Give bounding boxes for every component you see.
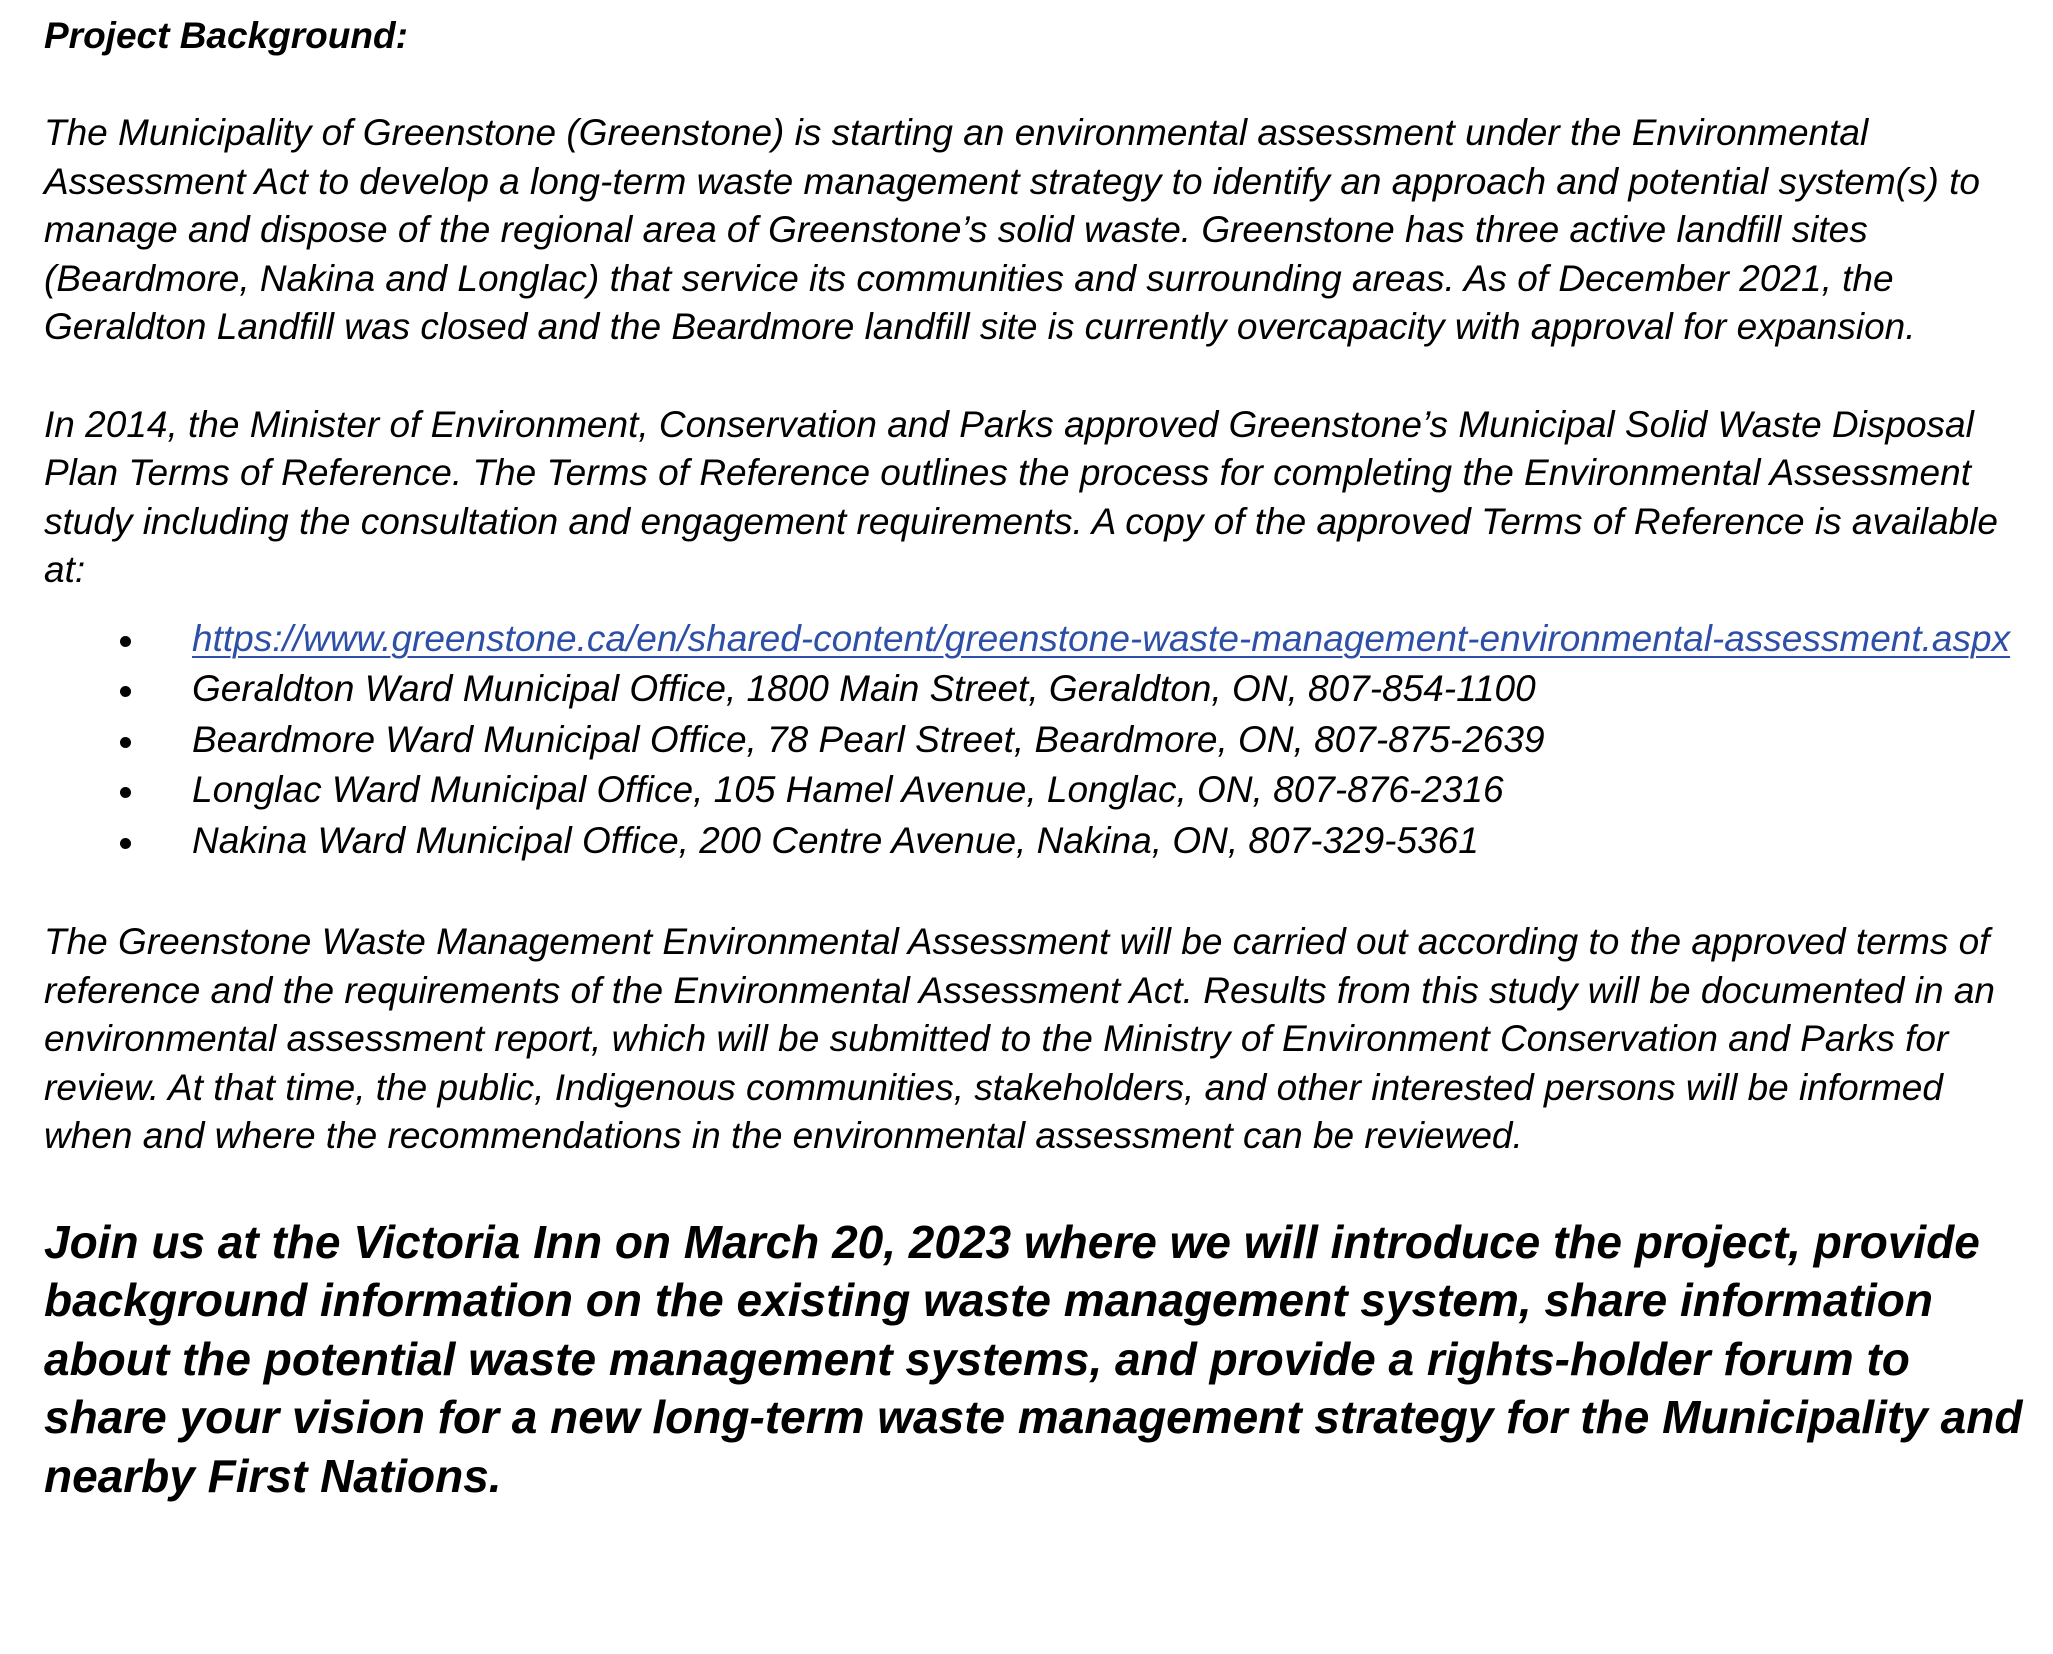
document-page xyxy=(44,10,2024,1505)
paragraph-terms-of-reference: In 2014, the Minister of Environment, Conservation and Parks approved Greenstone’s Municipal Solid Waste Disposal Plan Terms of Reference. The Terms of Reference outlines the process for completing the Environmental Assessment study including the consultation and engagement requirements. A copy of the approved Terms of Reference is available at: xyxy=(44,403,1998,590)
list-item-office xyxy=(44,765,2024,816)
office-nakina: Nakina Ward Municipal Office, 200 Centre Avenue, Nakina, ON, 807-329-5361 xyxy=(192,819,1479,861)
section-heading: Project Background: xyxy=(44,15,408,56)
bullet-icon xyxy=(120,838,131,849)
list-item-office xyxy=(44,715,2024,766)
list-item-link xyxy=(44,614,2024,665)
office-beardmore: Beardmore Ward Municipal Office, 78 Pearl Street, Beardmore, ON, 807-875-2639 xyxy=(192,718,1545,760)
bullet-icon xyxy=(120,787,131,798)
availability-list xyxy=(44,614,2024,867)
terms-of-reference-link[interactable]: https://www.greenstone.ca/en/shared-content/greenstone-waste-management-environmental-assessment.aspx xyxy=(192,617,2011,659)
office-geraldton: Geraldton Ward Municipal Office, 1800 Main Street, Geraldton, ON, 807-854-1100 xyxy=(192,668,1536,709)
paragraph-project-intro: The Municipality of Greenstone (Greenstone) is starting an environmental assessment under the Environmental Assessment Act to develop a long-term waste management strategy to identify an approach and potential system(s) to manage and dispose of the regional area of Greenstone’s solid waste. Greenstone has three active landfill sites (Beardmore, Nakina and Longlac) that service its communities and surrounding areas. As of December 2021, the Geraldton Landfill was closed and the Beardmore landfill site is currently overcapacity with approval for expansion. xyxy=(44,112,1980,347)
bullet-icon xyxy=(120,636,131,647)
paragraph-assessment-process: The Greenstone Waste Management Environmental Assessment will be carried out according to the approved terms of reference and the requirements of the Environmental Assessment Act. Results from this study will be documented in an environmental assessment report, which will be submitted to the Ministry of Environment Conservation and Parks for review. At that time, the public, Indigenous communities, stakeholders, and other interested persons will be informed when and where the recommendations in the environmental assessment can be reviewed. xyxy=(44,921,1995,1156)
list-item-office xyxy=(44,664,2024,715)
list-item-office xyxy=(44,816,2024,867)
event-call-to-action: Join us at the Victoria Inn on March 20, 2023 where we will introduce the project, provide background information on the existing waste management system, share information about the potential waste management systems, and provide a rights-holder forum to share your vision for a new long-term waste management strategy for the Municipality and nearby First Nations. xyxy=(44,1215,2023,1502)
office-longlac: Longlac Ward Municipal Office, 105 Hamel Avenue, Longlac, ON, 807-876-2316 xyxy=(192,769,1504,810)
bullet-icon xyxy=(120,737,131,748)
bullet-icon xyxy=(120,686,131,697)
